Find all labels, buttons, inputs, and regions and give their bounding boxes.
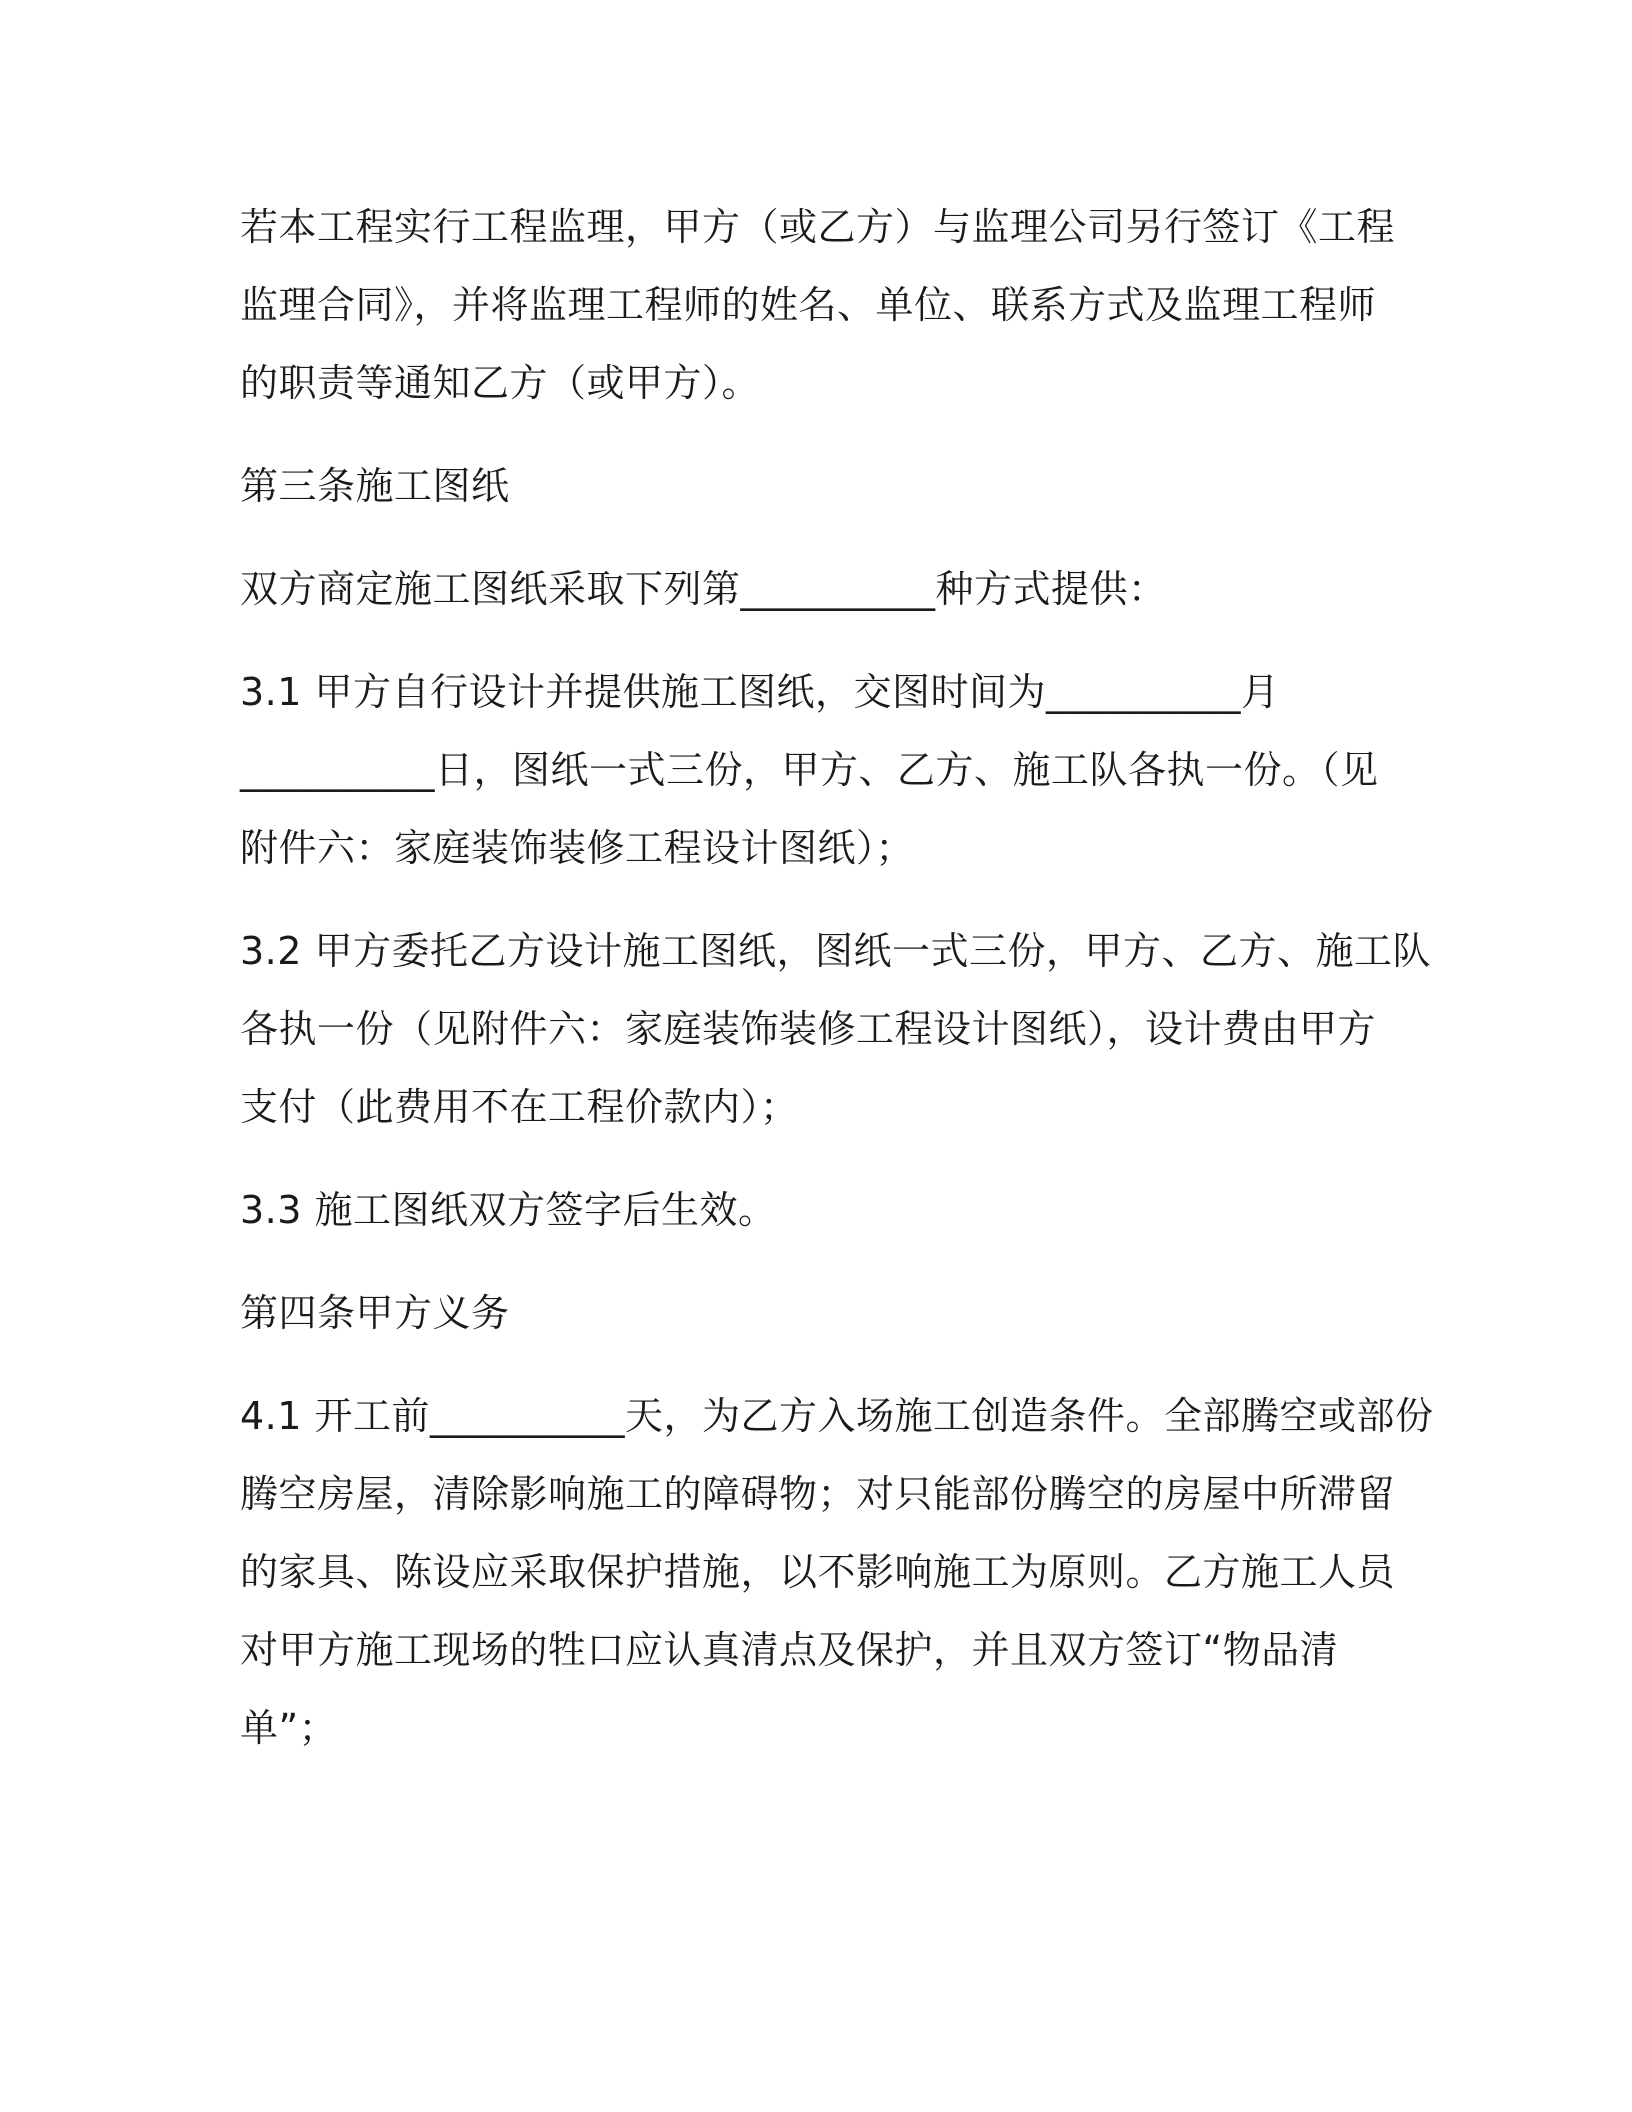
article-4-heading [240, 1274, 1400, 1352]
text-line: 各执一份（见附件六：家庭装饰装修工程设计图纸），设计费由甲方 [240, 1007, 1377, 1051]
article-3-heading [240, 447, 1400, 525]
text-line: 4.1 开工前__________天，为乙方入场施工创造条件。全部腾空或部份 [240, 1394, 1434, 1438]
text-line: 若本工程实行工程监理，甲方（或乙方）与监理公司另行签订《工程 [240, 205, 1396, 249]
text-line: 单”； [240, 1706, 338, 1750]
paragraph-clause-3-3 [240, 1171, 1400, 1249]
text-line: 对甲方施工现场的牲口应认真清点及保护，并且双方签订“物品清 [240, 1628, 1339, 1672]
text-line: 3.2 甲方委托乙方设计施工图纸，图纸一式三份，甲方、乙方、施工队 [240, 929, 1432, 973]
text-line: 支付（此费用不在工程价款内）； [240, 1085, 799, 1129]
text-line: 的职责等通知乙方（或甲方）。 [240, 361, 761, 405]
text-line: 3.3 施工图纸双方签字后生效。 [240, 1188, 777, 1232]
paragraph-supervision [240, 188, 1400, 422]
text-line: 附件六：家庭装饰装修工程设计图纸）； [240, 826, 915, 870]
heading-text: 第三条施工图纸 [240, 464, 510, 508]
text-line: 腾空房屋，清除影响施工的障碍物；对只能部份腾空的房屋中所滞留 [240, 1472, 1396, 1516]
heading-text: 第四条甲方义务 [240, 1291, 510, 1335]
document-page [240, 188, 1434, 1792]
text-line: 的家具、陈设应采取保护措施，以不影响施工为原则。乙方施工人员 [240, 1550, 1396, 1594]
paragraph-clause-3-1 [240, 653, 1400, 887]
text-line: 3.1 甲方自行设计并提供施工图纸，交图时间为__________月 [240, 670, 1280, 714]
text-line: 双方商定施工图纸采取下列第__________种方式提供： [240, 567, 1167, 611]
text-line: 监理合同》，并将监理工程师的姓名、单位、联系方式及监理工程师 [240, 283, 1377, 327]
paragraph-clause-3-2 [240, 912, 1432, 1146]
paragraph-article-3-intro [240, 550, 1400, 628]
paragraph-clause-4-1 [240, 1377, 1434, 1767]
text-line: __________日，图纸一式三份，甲方、乙方、施工队各执一份。（见 [240, 748, 1379, 792]
